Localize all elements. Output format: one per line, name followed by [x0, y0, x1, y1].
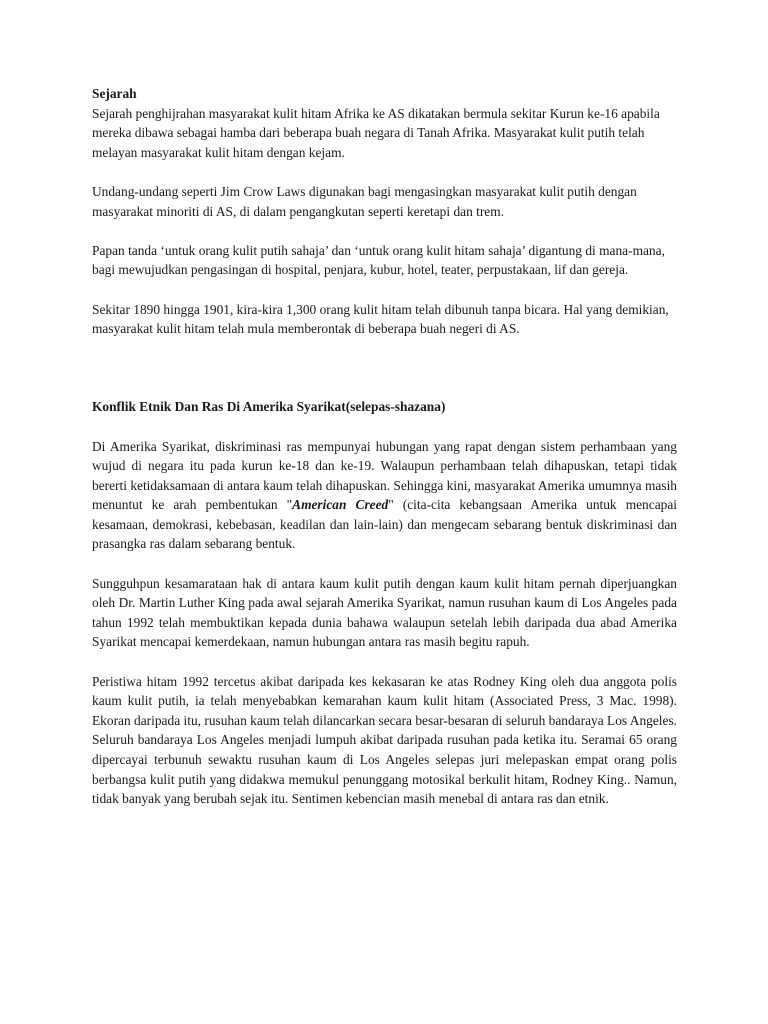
- american-creed-emphasis: American Creed: [292, 497, 389, 513]
- document-page: [92, 84, 677, 828]
- paragraph-konflik-1-part-a: Di Amerika Syarikat, diskriminasi ras mempunyai hubungan yang rapat dengan sistem perhambaan yang wujud di negara itu pada kurun ke-18 dan ke-19. Walaupun perhambaan telah dihapuskan, tetapi tidak bererti ketidaksamaan di antara kaum telah dihapuskan. Sehingga kini, masyarakat Amerika umumnya masih menuntut ke arah pembentukan ": [92, 438, 677, 513]
- section-heading-sejarah: Sejarah: [92, 86, 137, 101]
- section-heading-konflik: Konflik Etnik Dan Ras Di Amerika Syarikat(selepas-shazana): [92, 399, 446, 415]
- paragraph-konflik-1-part-b: " (cita-cita kebangsaan Amerika untuk mencapai kesamaan, demokrasi, kebebasan, keadilan dan lain-lain) dan mengecam sebarang bentuk diskriminasi dan prasangka ras dalam sebarang bentuk.: [92, 497, 677, 552]
- paragraph-sejarah-3: Papan tanda ‘untuk orang kulit putih sahaja’ dan ‘untuk orang kulit hitam sahaja’ digantung di mana-mana, bagi mewujudkan pengasingan di hospital, penjara, kubur, hotel, teater, perpustakaan, lif dan gereja.: [92, 242, 665, 278]
- paragraph-konflik-2: Sungguhpun kesamarataan hak di antara kaum kulit putih dengan kaum kulit hitam pernah diperjuangkan oleh Dr. Martin Luther King pada awal sejarah Amerika Syarikat, namun rusuhan kaum di Los Angeles pada tahun 1992 telah membuktikan kepada dunia bahawa walaupun setelah lebih daripada dua abad Amerika Syarikat mencapai kemerdekaan, namun hubungan antara ras masih begitu rapuh.: [92, 575, 677, 650]
- paragraph-konflik-3: Peristiwa hitam 1992 tercetus akibat daripada kes kekasaran ke atas Rodney King oleh dua anggota polis kaum kulit putih, ia telah menyebabkan kemarahan kaum kulit hitam (Associated Press, 3 Mac. 1998). Ekoran daripada itu, rusuhan kaum telah dilancarkan secara besar-besaran di seluruh bandaraya Los Angeles. Seluruh bandaraya Los Angeles menjadi lumpuh akibat daripada rusuhan pada ketika itu. Seramai 65 orang dipercayai terbunuh sewaktu rusuhan kaum di Los Angeles selepas juri melepaskan empat orang polis berbangsa kulit putih yang didakwa memukul penunggang motosikal berkulit hitam, Rodney King.. Namun, tidak banyak yang berubah sejak itu. Sentimen kebencian masih menebal di antara ras dan etnik.: [92, 673, 677, 807]
- section-spacer: [92, 358, 677, 397]
- paragraph-sejarah-1: Sejarah penghijrahan masyarakat kulit hitam Afrika ke AS dikatakan bermula sekitar Kurun ke-16 apabila mereka dibawa sebagai hamba dari beberapa buah negara di Tanah Afrika. Masyarakat kulit putih telah melayan masyarakat kulit hitam dengan kejam.: [92, 105, 660, 160]
- paragraph-konflik-1: [92, 437, 677, 555]
- paragraph-sejarah-4: Sekitar 1890 hingga 1901, kira-kira 1,300 orang kulit hitam telah dibunuh tanpa bicara. Hal yang demikian, masyarakat kulit hitam telah mula memberontak di beberapa buah negeri di AS.: [92, 301, 669, 337]
- paragraph-sejarah-2: Undang-undang seperti Jim Crow Laws digunakan bagi mengasingkan masyarakat kulit putih dengan masyarakat minoriti di AS, di dalam pengangkutan seperti keretapi dan trem.: [92, 183, 637, 219]
